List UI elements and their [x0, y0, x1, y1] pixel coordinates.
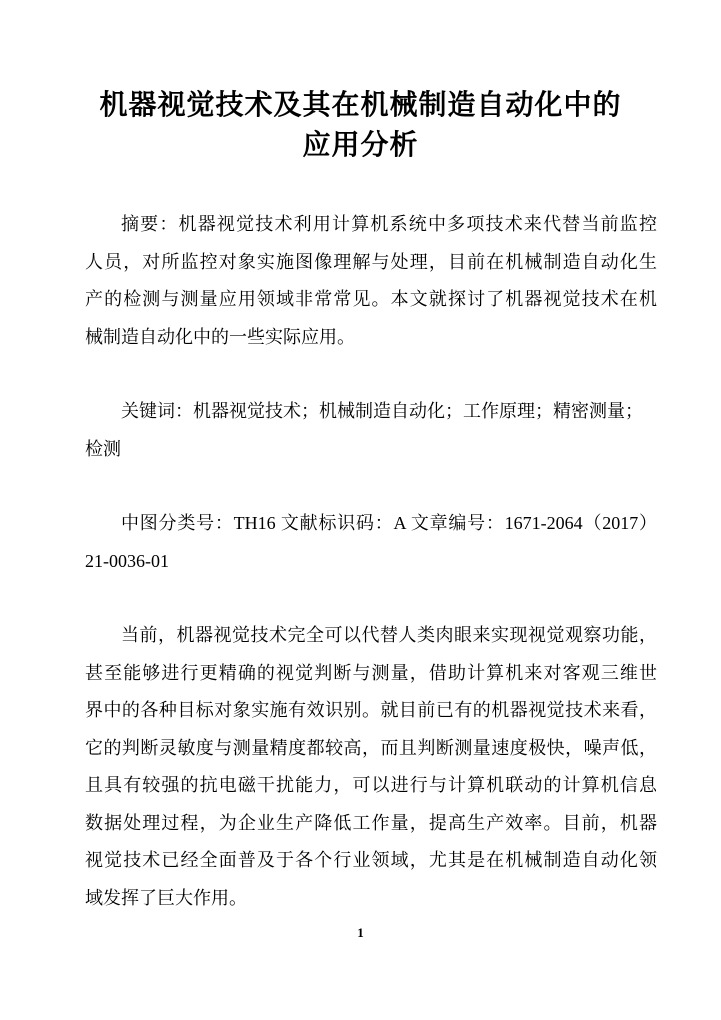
title-line-1: 机器视觉技术及其在机械制造自动化中的 [99, 90, 622, 121]
abstract-line: 人员，对所监控对象实施图像理解与处理，目前在机械制造自动化生 [85, 251, 657, 272]
keywords-paragraph [85, 393, 657, 468]
body-paragraph [85, 617, 657, 917]
body-line: 且具有较强的抗电磁干扰能力，可以进行与计算机联动的计算机信息 [85, 775, 657, 795]
classification-line: 中图分类号：TH16 文献标识码：A 文章编号：1671-2064（2017） [121, 513, 657, 533]
page-number: 1 [357, 925, 364, 940]
keywords-line: 检测 [85, 438, 121, 459]
abstract-line: 械制造自动化中的一些实际应用。 [85, 326, 355, 347]
keywords-line: 关键词：机器视觉技术；机械制造自动化；工作原理；精密测量； [121, 401, 643, 421]
body-line: 域发挥了巨大作用。 [85, 887, 247, 908]
abstract-paragraph [85, 206, 657, 356]
body-line: 当前，机器视觉技术完全可以代替人类肉眼来实现视觉观察功能， [121, 625, 657, 645]
body-line: 界中的各种目标对象实施有效识别。就目前已有的机器视觉技术来看， [85, 700, 657, 720]
abstract-line: 摘要：机器视觉技术利用计算机系统中多项技术来代替当前监控 [121, 214, 657, 234]
body-line: 甚至能够进行更精确的视觉判断与测量，借助计算机来对客观三维世 [85, 662, 657, 683]
body-line: 数据处理过程，为企业生产降低工作量，提高生产效率。目前，机器 [85, 812, 657, 833]
page-footer [0, 924, 721, 942]
document-title [0, 86, 721, 166]
abstract-line: 产的检测与测量应用领域非常常见。本文就探讨了机器视觉技术在机 [85, 289, 657, 309]
body-line: 它的判断灵敏度与测量精度都较高，而且判断测量速度极快，噪声低， [85, 737, 657, 758]
title-line-2: 应用分析 [302, 130, 419, 161]
body-line: 视觉技术已经全面普及于各个行业领域，尤其是在机械制造自动化领 [85, 850, 657, 870]
classification-line: 21-0036-01 [85, 550, 169, 571]
document-body [85, 166, 657, 917]
classification-paragraph [85, 505, 657, 580]
